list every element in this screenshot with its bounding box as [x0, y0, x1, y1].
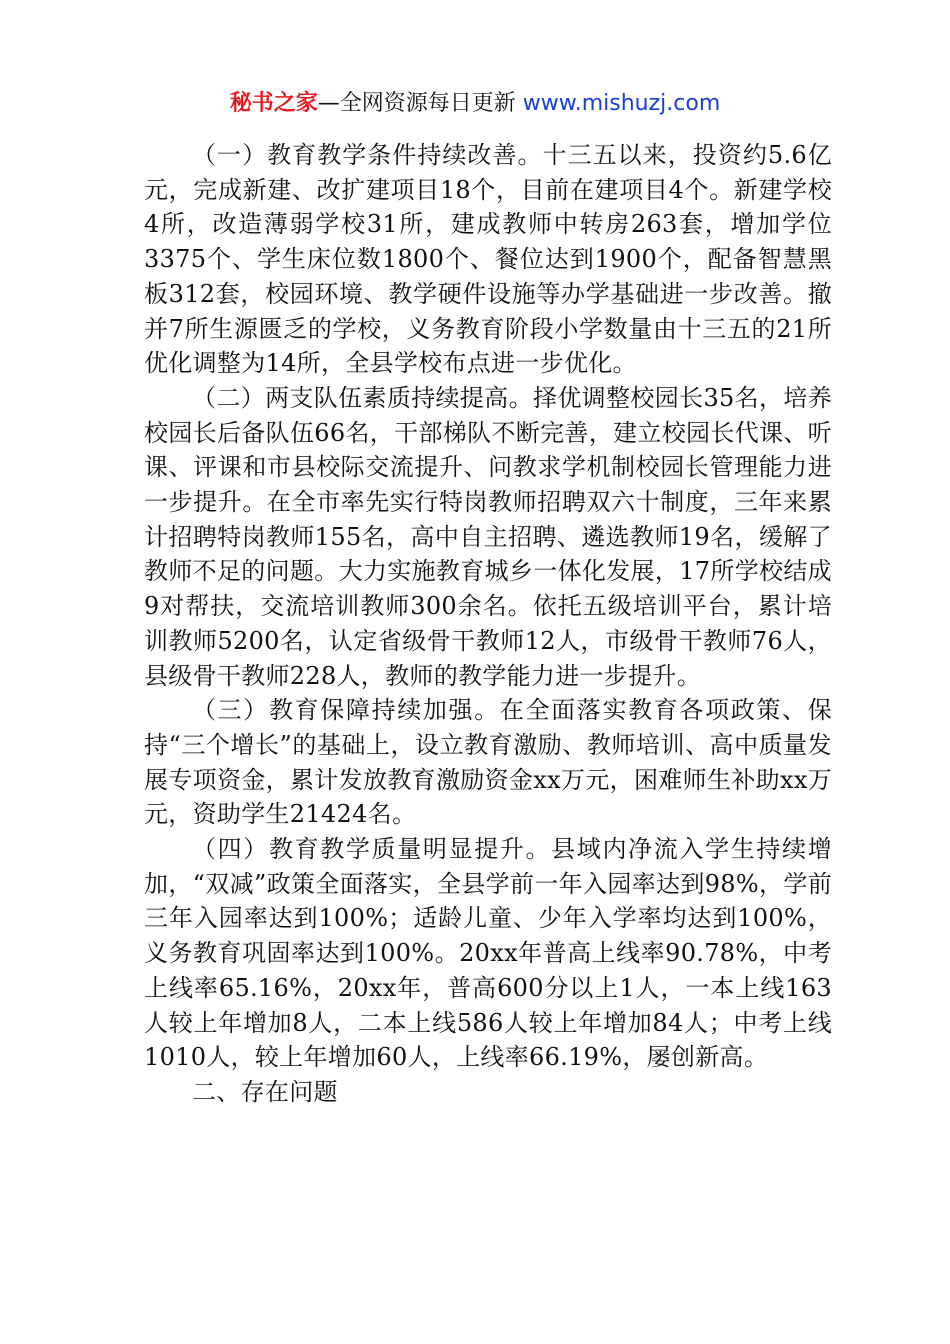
- paragraph-facilities: （一）教育教学条件持续改善。十三五以来，投资约5.6亿元，完成新建、改扩建项目18个，目前在建项目4个。新建学校4所，改造薄弱学校31所，建成教师中转房263套，增加学位3375个、学生床位数1800个、餐位达到1900个，配备智慧黑板312套，校园环境、教学硬件设施等办学基础进一步改善。撤并7所生源匮乏的学校，义务教育阶段小学数量由十三五的21所优化调整为14所，全县学校布点进一步优化。: [144, 141, 832, 378]
- document-body: [144, 138, 832, 1110]
- paragraph-teams: （二）两支队伍素质持续提高。择优调整校园长35名，培养校园长后备队伍66名，干部梯队不断完善，建立校园长代课、听课、评课和市县校际交流提升、问教求学机制校园长管理能力进一步提升。在全市率先实行特岗教师招聘双六十制度，三年来累计招聘特岗教师155名，高中自主招聘、遴选教师19名，缓解了教师不足的问题。大力实施教育城乡一体化发展，17所学校结成9对帮扶，交流培训教师300余名。依托五级培训平台，累计培训教师5200名，认定省级骨干教师12人，市级骨干教师76人，县级骨干教师228人，教师的教学能力进一步提升。: [144, 383, 832, 690]
- header-tagline: —全网资源每日更新: [317, 91, 523, 116]
- site-header: [0, 88, 950, 120]
- site-url-link[interactable]: www.mishuzj.com: [522, 91, 721, 116]
- brand-name: 秘书之家: [229, 91, 318, 116]
- paragraph-guarantee: （三）教育保障持续加强。在全面落实教育各项政策、保持“三个增长”的基础上，设立教育激励、教师培训、高中质量发展专项资金，累计发放教育激励资金xx万元，困难师生补助xx万元，资助学生21424名。: [144, 696, 832, 829]
- section-heading: 二、存在问题: [192, 1077, 338, 1106]
- paragraph-quality: （四）教育教学质量明显提升。县域内净流入学生持续增加，“双减”政策全面落实，全县学前一年入园率达到98%，学前三年入园率达到100%；适龄儿童、少年入学率均达到100%，义务教育巩固率达到100%。20xx年普高上线率90.78%，中考上线率65.16%，20xx年，普高600分以上1人，一本上线163人较上年增加8人，二本上线586人较上年增加84人；中考上线1010人，较上年增加60人，上线率66.19%，屡创新高。: [144, 835, 832, 1072]
